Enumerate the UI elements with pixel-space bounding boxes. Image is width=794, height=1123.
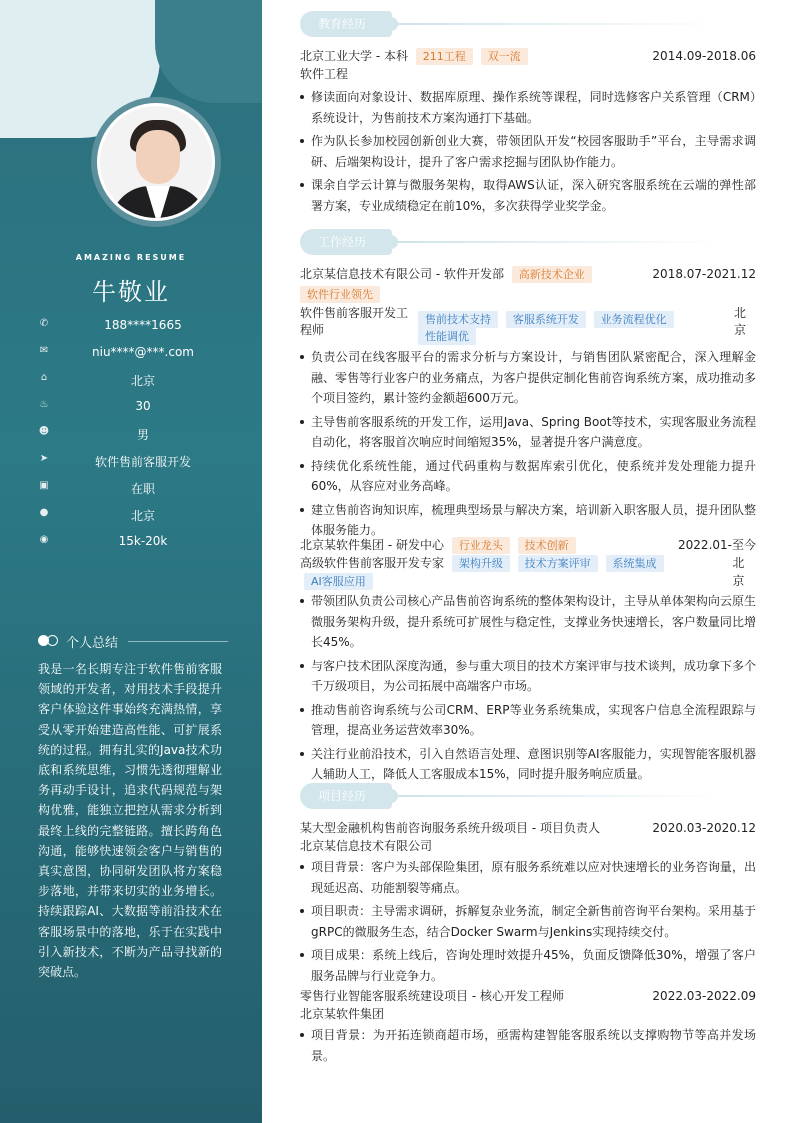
decor-shape	[155, 0, 262, 103]
list-item: 建立售前咨询知识库，梳理典型场景与解决方案，培训新入职客服人员，提升团队整体服务能力。	[300, 500, 756, 541]
info-row-phone: ✆ 188****1665	[39, 318, 182, 332]
phone-icon: ✆	[39, 318, 49, 329]
section-title: 项目经历	[300, 783, 392, 809]
skill-tag: AI客服应用	[304, 573, 373, 590]
school-name: 北京工业大学 - 本科	[300, 49, 408, 63]
list-item: 关注行业前沿技术，引入自然语言处理、意图识别等AI客服能力，实现智能客服机器人辅助人工，降低人工客服成本15%，同时提升服务响应质量。	[300, 744, 756, 785]
divider	[398, 23, 720, 25]
salary-icon: ◉	[39, 534, 49, 545]
info-row-position: ➤ 软件售前客服开发	[39, 453, 191, 469]
bullet-list	[300, 1025, 756, 1066]
skill-tag: 售前技术支持	[418, 311, 498, 328]
section-title: 教育经历	[300, 11, 392, 37]
job-role: 软件售前客服开发工程师	[300, 306, 409, 337]
bullet-list	[300, 857, 756, 986]
info-row-email: ✉ niu****@***.com	[39, 345, 194, 359]
email-icon: ✉	[39, 345, 49, 356]
info-row-home: ⌂ 北京	[0, 370, 262, 397]
tag: 211工程	[416, 48, 473, 65]
section-header-education	[300, 11, 720, 39]
skill-tag: 业务流程优化	[594, 311, 674, 328]
date-range: 2014.09-2018.06	[652, 49, 756, 63]
send-icon: ➤	[39, 453, 49, 464]
info-row-status: ▣ 在职	[39, 480, 155, 496]
list-item: 课余自学云计算与微服务架构，取得AWS认证，深入研究客服系统在云端的弹性部署方案，专业成绩稳定在前10%，多次获得学业奖学金。	[300, 175, 756, 216]
date-range: 2018.07-2021.12	[652, 267, 756, 281]
list-item: 推动售前咨询系统与公司CRM、ERP等业务系统集成，实现客户信息全流程跟踪与管理，提高业务运营效率30%。	[300, 700, 756, 741]
divider	[128, 641, 228, 642]
summary-header	[38, 632, 228, 650]
divider	[398, 795, 720, 797]
cake-icon: ♨	[39, 399, 49, 410]
tag: 高新技术企业	[512, 266, 592, 283]
list-item: 项目成果：系统上线后，咨询处理时效提升45%，负面反馈降低30%，增强了客户服务品牌与行业竞争力。	[300, 945, 756, 986]
list-item: 项目职责：主导需求调研，拆解复杂业务流，制定全新售前咨询平台架构。采用基于gRPC的微服务生态，结合Docker Swarm与Jenkins实现持续交付。	[300, 901, 756, 942]
tag: 行业龙头	[452, 537, 510, 554]
job-block	[300, 265, 756, 544]
tag: 技术创新	[518, 537, 576, 554]
bullet-list	[300, 87, 756, 216]
list-item: 主导售前客服系统的开发工作，运用Java、Spring Boot等技术，实现客服业务流程自动化，将客服首次响应时间缩短35%，显著提升客户满意度。	[300, 412, 756, 453]
section-title: 工作经历	[300, 229, 392, 255]
list-item: 持续优化系统性能，通过代码重构与数据库索引优化，使系统并发处理能力提升60%，从容应对业务高峰。	[300, 456, 756, 497]
skill-tag: 系统集成	[606, 555, 664, 572]
avatar-ring	[91, 97, 221, 227]
project-name: 零售行业智能客服系统建设项目 - 核心开发工程师	[300, 989, 564, 1003]
info-row-salary: ◉ 15k-20k	[39, 534, 168, 548]
section-header-projects	[300, 783, 720, 811]
summary-title: 个人总结	[66, 636, 119, 651]
date-range: 2020.03-2020.12	[652, 821, 756, 835]
skill-tag: 性能调优	[418, 328, 476, 345]
list-item: 项目背景：为开拓连锁商超市场，亟需构建智能客服系统以支撑购物节等高并发场景。	[300, 1025, 756, 1066]
info-row-gender: ☻ 男	[38, 426, 149, 442]
tag: 软件行业领先	[300, 286, 380, 303]
bullet-list	[300, 347, 756, 541]
summary-text: 我是一名长期专注于软件售前客服领域的开发者，对用技术手段提升客户体验这件事始终充满热情，享受从零开始建造高性能、可扩展系统的过程。拥有扎实的Java技术功底和系统思维，习惯先透彻理解业务再动手设计，追求代码规范与架构优雅，能独立把控从需求分析到最终上线的完整链路。擅长跨角色沟通，能够快速领会客户与销售的真实意图，协同研发团队将方案稳步落地，并带来切实的业务增长。持续跟踪AI、大数据等前沿技术在客服场景中的落地，乐于在实践中引入新技术，不断为产品寻找新的突破点。	[38, 662, 222, 980]
skill-tag: 架构升级	[452, 555, 510, 572]
sidebar	[0, 0, 262, 1123]
bullet-list	[300, 591, 756, 785]
contact-info	[0, 316, 262, 559]
skill-tag: 客服系统开发	[506, 311, 586, 328]
gender-icon: ☻	[38, 426, 50, 437]
candidate-name: 牛敬业	[92, 278, 170, 306]
info-row-age: ♨ 30	[39, 399, 151, 413]
project-name: 某大型金融机构售前咨询服务系统升级项目 - 项目负责人	[300, 821, 600, 835]
date-range: 2022.01-至今	[678, 538, 756, 552]
list-item: 与客户技术团队深度沟通，参与重大项目的技术方案评审与技术谈判，成功拿下多个千万级项目，为公司拓展中高端客户市场。	[300, 656, 756, 697]
job-block	[300, 536, 756, 788]
section-header-work	[300, 229, 720, 257]
project-org: 北京某信息技术有限公司	[300, 839, 433, 853]
avatar	[97, 103, 215, 221]
list-item: 带领团队负责公司核心产品售前咨询系统的整体架构设计，主导从单体架构向云原生微服务架构升级，提升系统可扩展性与稳定性，支撑业务快速增长，客户数量同比增长45%。	[300, 591, 756, 653]
list-item: 项目背景：客户为头部保险集团，原有服务系统难以应对快速增长的业务咨询量，出现延迟高、功能割裂等痛点。	[300, 857, 756, 898]
tag: 双一流	[481, 48, 528, 65]
list-item: 负责公司在线客服平台的需求分析与方案设计，与销售团队紧密配合，深入理解金融、零售等行业客户的业务痛点，为客户提供定制化售前咨询系统方案，成功推动多个项目签约，累计签约金额超600万元。	[300, 347, 756, 409]
briefcase-icon: ▣	[39, 480, 49, 491]
list-item: 作为队长参加校园创新创业大赛，带领团队开发“校园客服助手”平台，主导需求调研、后端架构设计，提升了客户需求挖掘与团队协作能力。	[300, 131, 756, 172]
company-name: 北京某信息技术有限公司 - 软件开发部	[300, 267, 504, 281]
skill-tag: 技术方案评审	[518, 555, 598, 572]
company-name: 北京某软件集团 - 研发中心	[300, 538, 444, 552]
project-block	[300, 819, 756, 989]
major: 软件工程	[300, 67, 349, 81]
divider	[398, 241, 720, 243]
list-item: 修读面向对象设计、数据库原理、操作系统等课程，同时选修客户关系管理（CRM）系统设计，为售前技术方案沟通打下基础。	[300, 87, 756, 128]
project-org: 北京某软件集团	[300, 1007, 385, 1021]
home-icon: ⌂	[40, 372, 48, 383]
job-city: 北京	[734, 306, 747, 337]
location-icon: ●	[39, 507, 49, 518]
education-block	[300, 47, 756, 219]
toggle-icon	[38, 635, 49, 646]
date-range: 2022.03-2022.09	[652, 989, 756, 1003]
project-block	[300, 987, 756, 1069]
resume-tagline: AMAZING RESUME	[75, 253, 187, 262]
job-city: 北京	[732, 556, 745, 588]
job-role: 高级软件售前客服开发专家	[300, 556, 445, 570]
info-row-location: ● 北京	[39, 507, 155, 523]
